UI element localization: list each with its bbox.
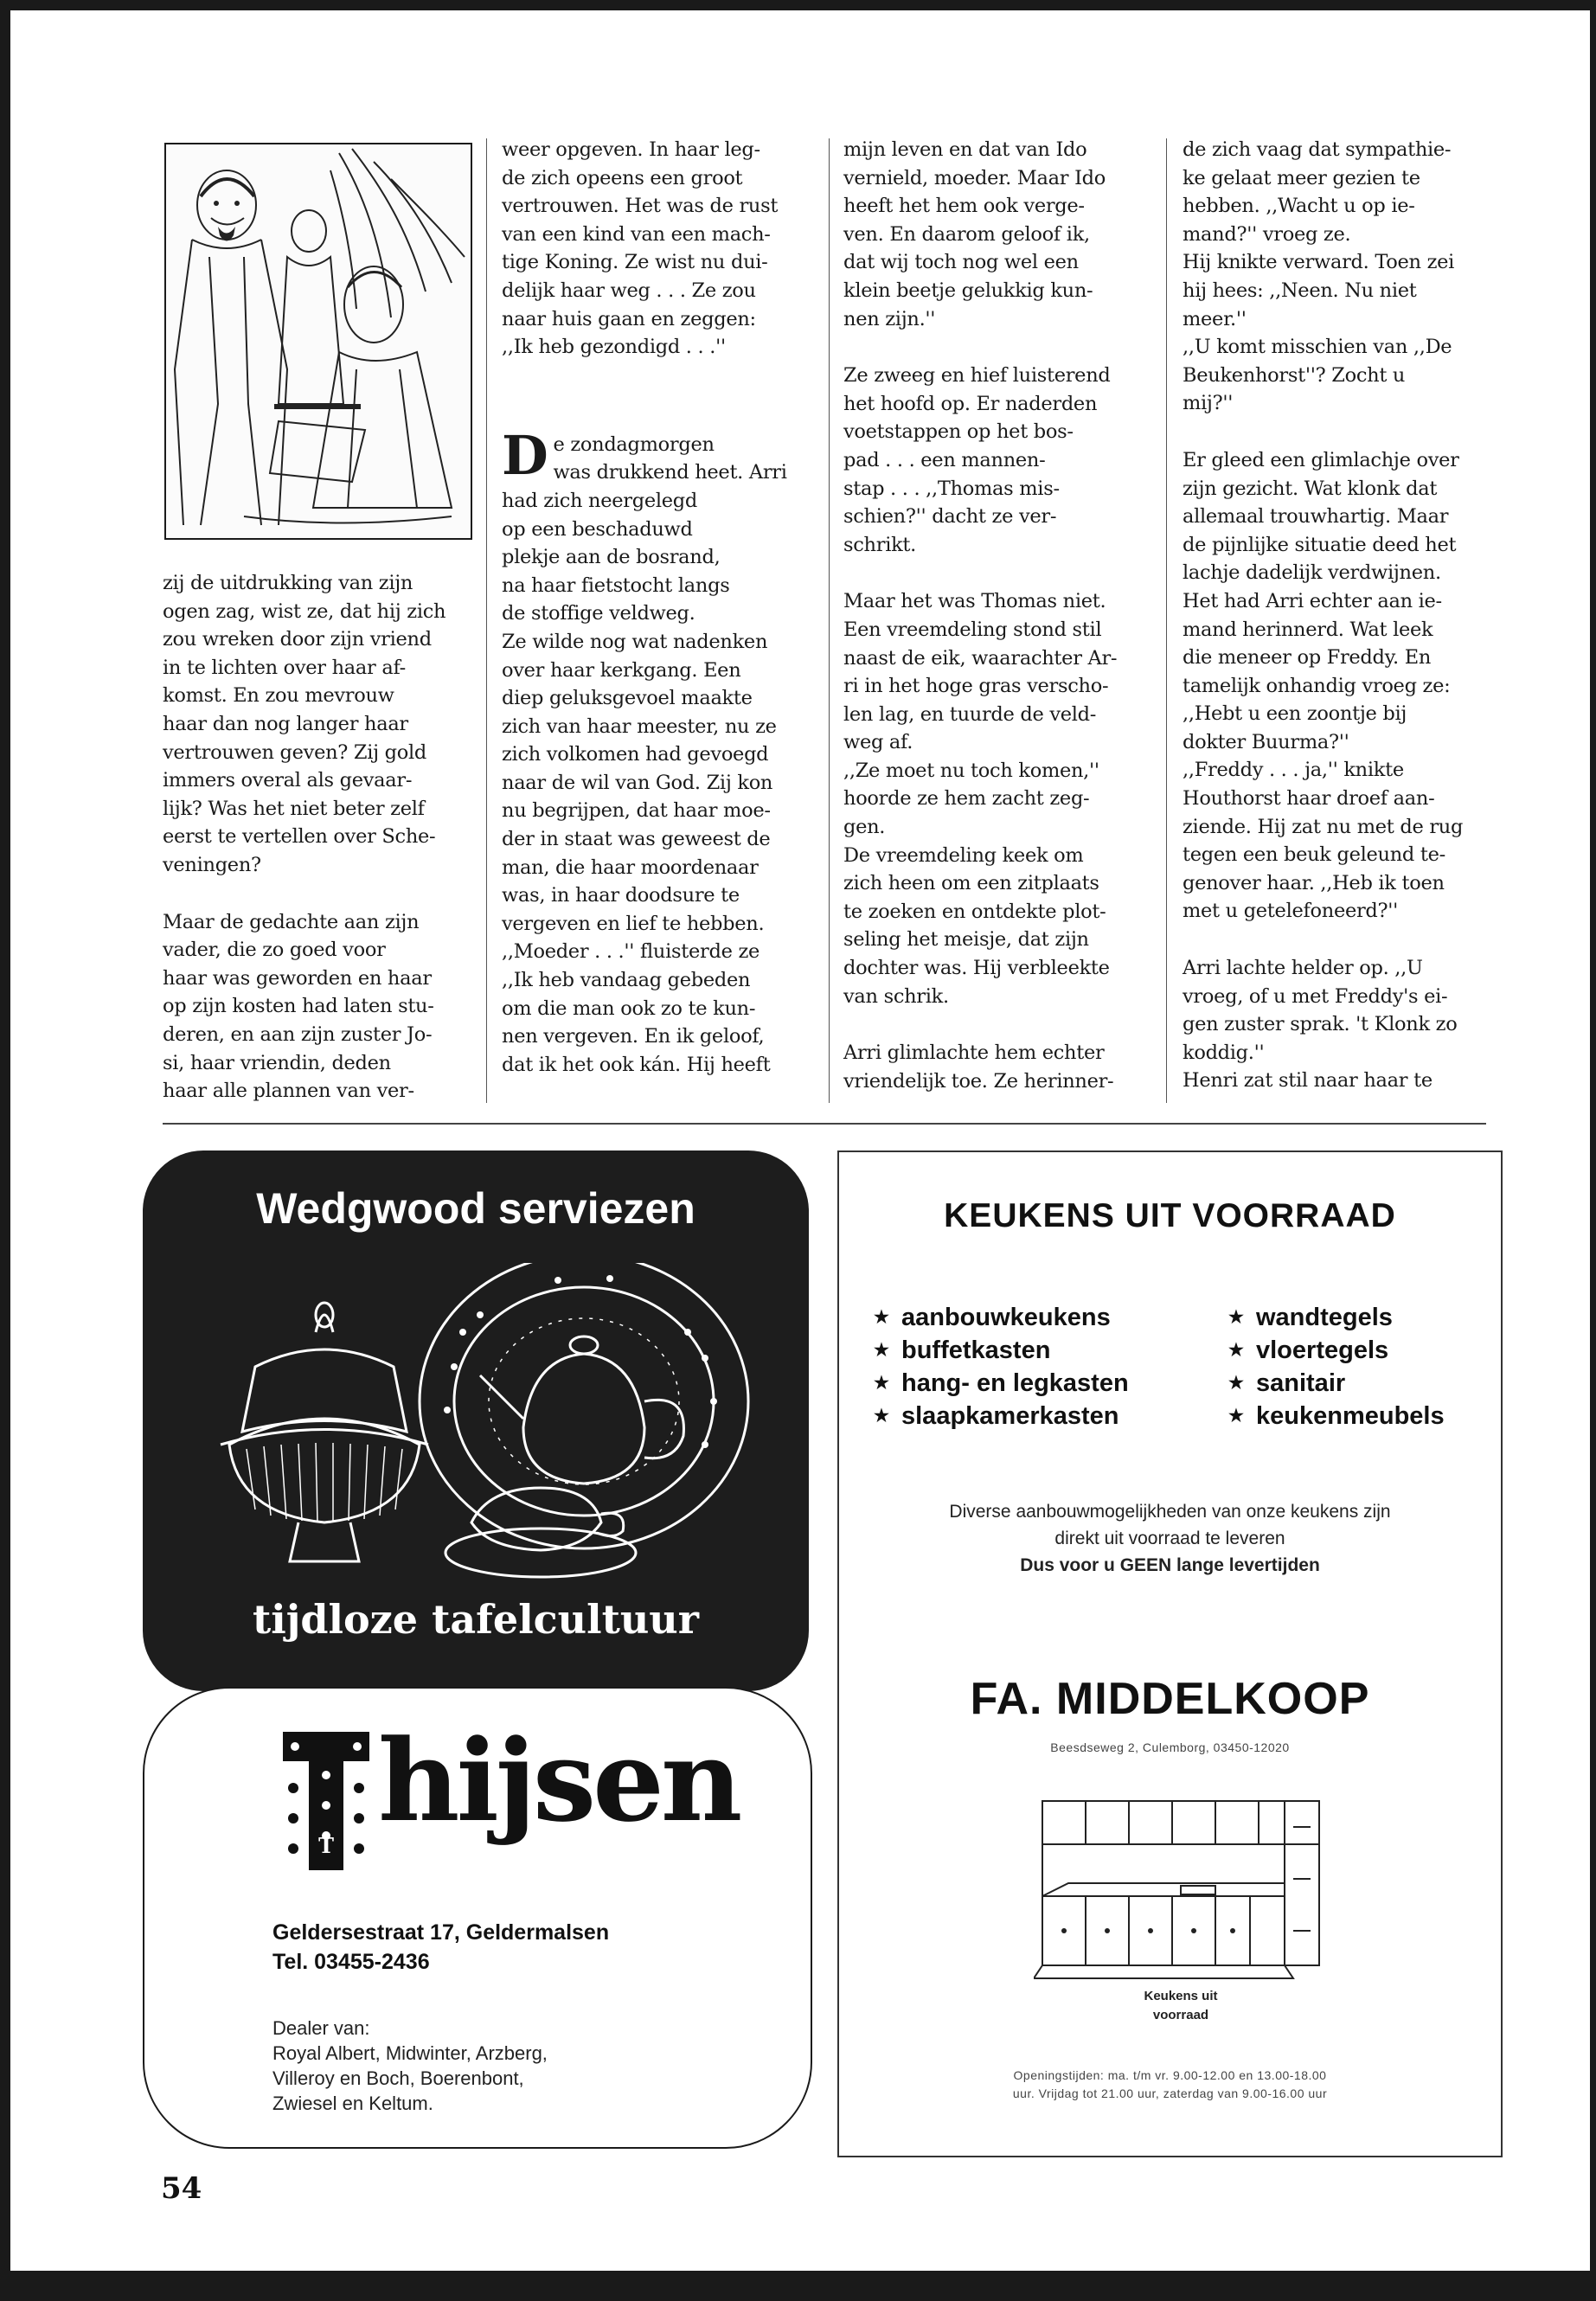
desc-line: Diverse aanbouwmogelijkheden van onze keukens zijn — [949, 1502, 1391, 1522]
text-line: te zoeken en ontdekte plot- — [843, 900, 1106, 923]
text-line: heeft het hem ook verge- — [843, 195, 1085, 218]
text-line: pad . . . een mannen- — [843, 448, 1046, 471]
list-item: ★ keukenmeubels — [1228, 1400, 1445, 1433]
text-line: veningen? — [163, 853, 261, 876]
text-line: Arri lachte helder op. ,,U — [1183, 957, 1423, 980]
text-line: met u getelefoneerd?'' — [1183, 900, 1399, 923]
drop-cap: D — [502, 423, 548, 487]
kitchen-drawing — [1034, 1792, 1328, 1987]
text-line: seling het meisje, dat zijn — [843, 928, 1089, 952]
column-rule — [1166, 138, 1167, 1103]
column-rule — [829, 138, 830, 1103]
hours-line: Openingstijden: ma. t/m vr. 9.00-12.00 en 13.00-18.00 — [1013, 2068, 1327, 2082]
dealer-line: Royal Albert, Midwinter, Arzberg, — [272, 2042, 548, 2064]
dealer-line: Zwiesel en Keltum. — [272, 2093, 433, 2114]
text-line: de zich opeens een groot — [502, 166, 743, 189]
thijsen-logo-text: hijsen — [378, 1715, 740, 1847]
article-column-1 — [163, 569, 467, 1106]
text-line: lachje dadelijk verdwijnen. — [1183, 561, 1441, 585]
thijsen-phone: Tel. 03455-2436 — [272, 1950, 430, 1974]
text-line: naar huis gaan en zeggen: — [502, 307, 756, 330]
text-line: weer opgeven. In haar leg- — [502, 138, 760, 161]
text-line: De vreemdeling keek om — [843, 843, 1084, 867]
article-column-4 — [1183, 136, 1490, 1095]
thijsen-ad — [143, 1687, 812, 2149]
text-line: nu begrijpen, dat haar moe- — [502, 799, 771, 823]
paragraph-gap — [1183, 418, 1490, 446]
text-line: Henri zat stil naar haar te — [1183, 1069, 1433, 1093]
text-line: lijk? Was het niet beter zelf — [163, 797, 425, 820]
paragraph-gap — [502, 362, 813, 431]
paragraph-gap — [843, 333, 1148, 362]
text-line: de pijnlijke situatie deed het — [1183, 533, 1457, 556]
text-line: plekje aan de bosrand, — [502, 546, 721, 569]
text-line: mand herinnerd. Wat leek — [1183, 618, 1433, 641]
page-number: 54 — [161, 2171, 202, 2206]
text-line: van een kind van een mach- — [502, 222, 771, 246]
text-line: delijk haar weg . . . Ze zou — [502, 279, 756, 302]
text-line: deren, en aan zijn zuster Jo- — [163, 1022, 433, 1046]
paragraph-gap — [843, 559, 1148, 587]
caption-line: voorraad — [1152, 2008, 1209, 2022]
text-line: nen vergeven. En ik geloof, — [502, 1025, 765, 1048]
text-line: gen. — [843, 816, 886, 839]
text-line: der in staat was geweest de — [502, 828, 771, 851]
text-line: allemaal trouwhartig. Maar — [1183, 505, 1449, 529]
text-line: Er gleed een glimlachje over — [1183, 448, 1459, 471]
text-line: zou wreken door zijn vriend — [163, 628, 432, 651]
text-line: ,,Moeder . . .'' fluisterde ze — [502, 940, 760, 964]
text-line: ri in het hoge gras verscho- — [843, 675, 1109, 698]
text-line: de zich vaag dat sympathie- — [1183, 138, 1452, 161]
text-line: zijn gezicht. Wat klonk dat — [1183, 477, 1438, 500]
text-line: naast de eik, waarachter Ar- — [843, 646, 1118, 670]
firm-name: FA. MIDDELKOOP — [970, 1674, 1370, 1724]
text-line: die meneer op Freddy. En — [1183, 646, 1432, 670]
list-item: ★ wandtegels — [1228, 1301, 1445, 1334]
text-line: Het had Arri echter aan ie- — [1183, 589, 1442, 612]
text-line: was drukkend heet. Arri — [553, 461, 787, 484]
text-line: over haar kerkgang. Een — [502, 658, 741, 682]
text-line: vriendelijk toe. Ze herinner- — [843, 1069, 1114, 1093]
text-line: op zijn kosten had laten stu- — [163, 995, 434, 1018]
text-line: diep geluksgevoel maakte — [502, 687, 753, 710]
thijsen-address: Geldersestraat 17, Geldermalsen — [272, 1920, 610, 1945]
text-line: hebben. ,,Wacht u op ie- — [1183, 195, 1415, 218]
text-line: Houthorst haar droef aan- — [1183, 787, 1435, 811]
keukens-ad — [837, 1150, 1503, 2157]
text-line: dokter Buurma?'' — [1183, 730, 1349, 753]
text-line: had zich neergelegd — [502, 489, 697, 512]
list-item: ★ sanitair — [1228, 1367, 1445, 1400]
text-line: haar was geworden en haar — [163, 966, 432, 990]
text-line: ,,Hebt u een zoontje bij — [1183, 702, 1407, 726]
text-line: hoorde ze hem zacht zeg- — [843, 787, 1090, 811]
wedgwood-ad — [143, 1150, 809, 1691]
list-item: ★ aanbouwkeukens — [874, 1301, 1129, 1334]
text-line: vroeg, of u met Freddy's ei- — [1183, 984, 1448, 1008]
text-line: zich heen om een zitplaats — [843, 872, 1099, 895]
text-line: van schrik. — [843, 984, 949, 1008]
text-line: na haar fietstocht langs — [502, 574, 730, 597]
dealer-line: Villeroy en Boch, Boerenbont, — [272, 2067, 524, 2089]
text-line: dat wij toch nog wel een — [843, 251, 1079, 274]
text-line: nen zijn.'' — [843, 307, 936, 330]
text-line: Ze zweeg en hief luisterend — [843, 364, 1111, 388]
story-illustration — [164, 143, 472, 540]
text-line: immers overal als gevaar- — [163, 769, 413, 792]
text-line: ke gelaat meer gezien te — [1183, 166, 1420, 189]
text-line: Ze wilde nog wat nadenken — [502, 630, 768, 653]
text-line: zij de uitdrukking van zijn — [163, 572, 413, 594]
text-line: man, die haar moordenaar — [502, 856, 759, 879]
list-item: ★ slaapkamerkasten — [874, 1400, 1129, 1433]
text-line: gen zuster sprak. 't Klonk zo — [1183, 1013, 1458, 1036]
text-line: e zondagmorgen — [553, 433, 715, 456]
caption-line: Keukens uit — [1144, 1989, 1218, 2003]
text-line: si, haar vriendin, deden — [163, 1051, 391, 1074]
text-line: de stoffige veldweg. — [502, 602, 695, 625]
text-line: eerst te vertellen over Sche- — [163, 825, 436, 849]
keukens-description — [839, 1498, 1501, 1579]
text-line: meer.'' — [1183, 307, 1247, 330]
text-line: hij hees: ,,Neen. Nu niet — [1183, 279, 1417, 302]
tableware-illustration — [177, 1263, 774, 1592]
text-line: mijn leven en dat van Ido — [843, 138, 1087, 161]
text-line: mand?'' vroeg ze. — [1183, 222, 1351, 246]
list-item: ★ buffetkasten — [874, 1334, 1129, 1367]
text-line: Maar het was Thomas niet. — [843, 590, 1106, 613]
paragraph-gap — [1183, 926, 1490, 954]
text-line: schien?'' dacht ze ver- — [843, 505, 1057, 529]
text-line: genover haar. ,,Heb ik toen — [1183, 871, 1445, 894]
keukens-list-right — [1228, 1301, 1445, 1433]
opening-hours — [839, 2067, 1501, 2103]
text-line: Maar de gedachte aan zijn — [163, 910, 420, 933]
illustration-drawing — [166, 144, 471, 538]
text-line: ziende. Hij zat nu met de rug — [1183, 815, 1464, 838]
text-line: ,,U komt misschien van ,,De — [1183, 336, 1452, 359]
text-line: in te lichten over haar af- — [163, 656, 406, 679]
keukens-title: KEUKENS UIT VOORRAAD — [944, 1197, 1396, 1234]
article-column-2 — [502, 136, 813, 1079]
text-line: tegen een beuk geleund te- — [1183, 843, 1445, 867]
text-line: ven. En daarom geloof ik, — [843, 222, 1090, 246]
text-line: mij?'' — [1183, 392, 1234, 415]
text-line: zich volkomen had gevoegd — [502, 743, 769, 766]
article-ad-divider — [163, 1123, 1486, 1125]
text-line: ,,Freddy . . . ja,'' knikte — [1183, 759, 1404, 782]
text-line: om die man ook zo te kun- — [502, 997, 756, 1020]
thijsen-logo-initial: T — [318, 1833, 334, 1858]
kitchen-caption — [1034, 1987, 1328, 2025]
text-line: komst. En zou mevrouw — [163, 684, 394, 708]
text-line: ,,Ze moet nu toch komen,'' — [843, 759, 1099, 782]
text-line: het hoofd op. Er naderden — [843, 392, 1098, 415]
text-line: vergeven en lief te hebben. — [502, 912, 765, 935]
keukens-list-left — [874, 1301, 1129, 1433]
dealer-line: Dealer van: — [272, 2017, 370, 2039]
text-line: op een beschaduwd — [502, 517, 693, 541]
text-line: len lag, en tuurde de veld- — [843, 702, 1097, 726]
text-line: vader, die zo goed voor — [163, 939, 386, 962]
page-border-bottom — [0, 2271, 1596, 2301]
text-line: vertrouwen geven? Zij gold — [163, 740, 426, 764]
desc-line-emphasis: Dus voor u GEEN lange levertijden — [1020, 1555, 1320, 1575]
text-line: Hij knikte verward. Toen zei — [1183, 251, 1455, 274]
text-line: weg af. — [843, 731, 913, 754]
text-line: stap . . . ,,Thomas mis- — [843, 477, 1060, 500]
text-line: dochter was. Hij verbleekte — [843, 957, 1110, 980]
text-line: zich van haar meester, nu ze — [502, 715, 777, 738]
page-border-top — [0, 0, 1596, 10]
desc-line: direkt uit voorraad te leveren — [1054, 1529, 1285, 1548]
list-item: ★ hang- en legkasten — [874, 1367, 1129, 1400]
hours-line: uur. Vrijdag tot 21.00 uur, zaterdag van 9.00-16.00 uur — [1012, 2086, 1328, 2100]
text-line: haar dan nog langer haar — [163, 712, 408, 735]
text-line: Arri glimlachte hem echter — [843, 1042, 1105, 1065]
text-line: Een vreemdeling stond stil — [843, 618, 1102, 641]
firm-address: Beesdseweg 2, Culemborg, 03450-12020 — [1050, 1740, 1290, 1754]
thijsen-dealer-list — [272, 2016, 548, 2116]
page-border-right — [1590, 0, 1596, 2301]
text-line: vertrouwen. Het was de rust — [502, 195, 779, 218]
text-line: vernield, moeder. Maar Ido — [843, 166, 1106, 189]
text-line: haar alle plannen van ver- — [163, 1080, 414, 1103]
text-line: ,,Ik heb vandaag gebeden — [502, 969, 751, 992]
text-line: tige Koning. Ze wist nu dui- — [502, 251, 768, 274]
page-border-left — [0, 0, 10, 2301]
paragraph-gap — [843, 1010, 1148, 1039]
column-rule — [486, 138, 487, 1103]
paragraph-gap — [163, 880, 467, 908]
wedgwood-tagline: tijdloze tafelcultuur — [253, 1596, 699, 1643]
list-item: ★ vloertegels — [1228, 1334, 1445, 1367]
wedgwood-title: Wedgwood serviezen — [256, 1184, 695, 1233]
text-line: dat ik het ook kán. Hij heeft — [502, 1053, 771, 1076]
text-line: schrikt. — [843, 533, 917, 556]
text-line: koddig.'' — [1183, 1041, 1265, 1064]
text-line: klein beetje gelukkig kun- — [843, 279, 1093, 302]
text-line: naar de wil van God. Zij kon — [502, 771, 773, 794]
text-line: was, in haar doodsure te — [502, 884, 740, 907]
text-line: ,,Ik heb gezondigd . . .'' — [502, 336, 726, 359]
text-line: voetstappen op het bos- — [843, 420, 1074, 444]
text-line: tamelijk onhandig vroeg ze: — [1183, 674, 1451, 697]
text-line: Beukenhorst''? Zocht u — [1183, 363, 1406, 387]
article-column-3 — [843, 136, 1148, 1095]
text-line: ogen zag, wist ze, dat hij zich — [163, 599, 446, 623]
